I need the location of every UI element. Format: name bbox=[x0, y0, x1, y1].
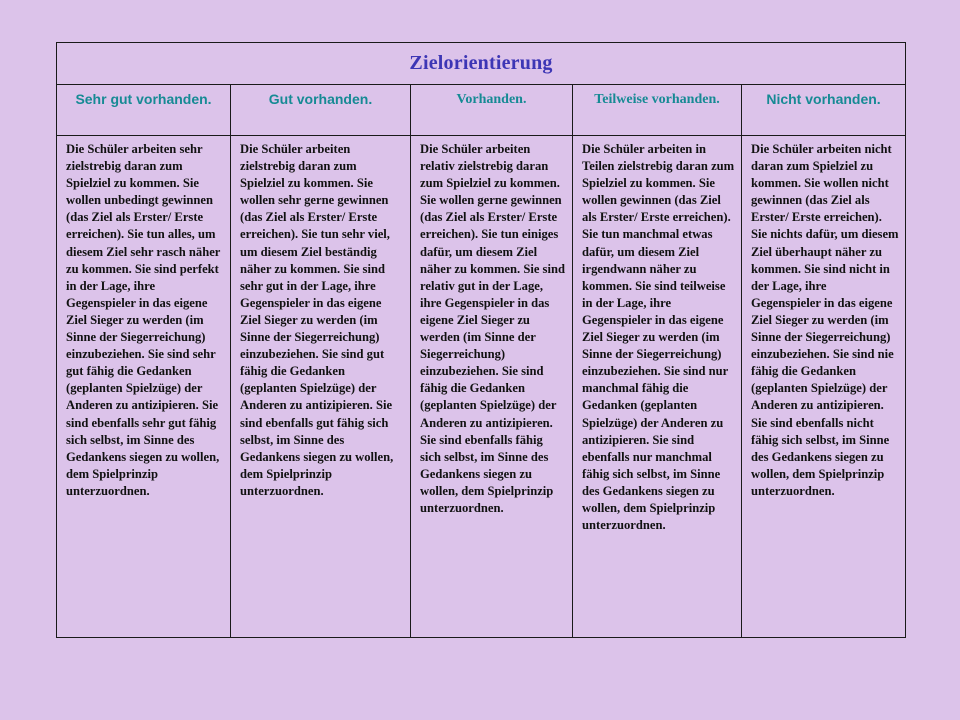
header-row bbox=[57, 85, 906, 136]
title-row bbox=[57, 43, 906, 85]
description-cell-teilweise bbox=[573, 136, 742, 638]
description-text: Die Schüler arbeiten sehr zielstrebig daran zum Spielziel zu kommen. Sie wollen unbedingt gewinnen (das Ziel als Erster/ Erste erreichen). Sie tun alles, um diesem Ziel sehr rasch näher zu kommen. Sie sind perfekt in der Lage, ihre Gegenspieler in das eigene Ziel Sieger zu werden (im Sinne der Siegerreichung) einzubeziehen. Sie sind sehr gut fähig die Gedanken (geplanten Spielzüge) der Anderen zu antizipieren. Sie sind ebenfalls sehr gut fähig sich selbst, im Sinne des Gedankens siegen zu wollen, dem Spielprinzip unterzuordnen. bbox=[66, 142, 221, 498]
description-row bbox=[57, 136, 906, 638]
column-header-gut: Gut vorhanden. bbox=[231, 85, 411, 136]
description-cell-nicht bbox=[742, 136, 906, 638]
description-text: Die Schüler arbeiten in Teilen zielstrebig daran zum Spielziel zu kommen. Sie wollen gewinnen (das Ziel als Erster/ Erste erreichen). Sie tun manchmal etwas dafür, um diesem Ziel irgendwann näher zu kommen. Sie sind teilweise in der Lage, ihre Gegenspieler in das eigene Ziel Sieger zu werden (im Sinne der Siegerreichung) einzubeziehen. Sie sind nur manchmal fähig die Gedanken (geplanten Spielzüge) der Anderen zu antizipieren. Sie sind ebenfalls nur manchmal fähig sich selbst, im Sinne des Gedankens siegen zu wollen, dem Spielprinzip unterzuordnen. bbox=[582, 142, 735, 533]
column-header-sehr-gut: Sehr gut vorhanden. bbox=[57, 85, 231, 136]
description-text: Die Schüler arbeiten relativ zielstrebig daran zum Spielziel zu kommen. Sie wollen gerne gewinnen (das Ziel als Erster/ Erste erreichen). Sie tun einiges dafür, um diesem Ziel näher zu kommen. Sie sind relativ gut in der Lage, ihre Gegenspieler in das eigene Ziel Sieger zu werden (im Sinne der Siegerreichung) einzubeziehen. Sie sind fähig die Gedanken (geplanten Spielzüge) der Anderen zu antizipieren. Sie sind ebenfalls fähig sich selbst, im Sinne des Gedankens siegen zu wollen, dem Spielprinzip unterzuordnen. bbox=[420, 142, 565, 515]
table-title: Zielorientierung bbox=[57, 43, 906, 85]
description-cell-vorhanden bbox=[411, 136, 573, 638]
description-cell-gut bbox=[231, 136, 411, 638]
description-text: Die Schüler arbeiten nicht daran zum Spielziel zu kommen. Sie wollen nicht gewinnen (das Ziel als Erster/ Erste erreichen). Sie nichts dafür, um diesem Ziel überhaupt näher zu kommen. Sie sind nicht in der Lage, ihre Gegenspieler in das eigene Ziel Sieger zu werden (im Sinne der Siegerreichung) einzubeziehen. Sie sind nie fähig die Gedanken (geplanten Spielzüge) der Anderen zu antizipieren. Sie sind ebenfalls nicht fähig sich selbst, im Sinne des Gedankens siegen zu wollen, dem Spielprinzip unterzuordnen. bbox=[751, 142, 899, 498]
column-header-teilweise: Teilweise vorhanden. bbox=[573, 85, 742, 136]
column-header-vorhanden: Vorhanden. bbox=[411, 85, 573, 136]
rubric-table bbox=[56, 42, 906, 638]
description-text: Die Schüler arbeiten zielstrebig daran zum Spielziel zu kommen. Sie wollen sehr gerne gewinnen (das Ziel als Erster/ Erste erreichen). Sie tun sehr viel, um diesem Ziel beständig näher zu kommen. Sie sind sehr gut in der Lage, ihre Gegenspieler in das eigene Ziel Sieger zu werden (im Sinne der Siegerreichung) einzubeziehen. Sie sind gut fähig die Gedanken (geplanten Spielzüge) der Anderen zu antizipieren. Sie sind ebenfalls gut fähig sich selbst, im Sinne des Gedankens siegen zu wollen, dem Spielprinzip unterzuordnen. bbox=[240, 142, 394, 498]
column-header-nicht: Nicht vorhanden. bbox=[742, 85, 906, 136]
description-cell-sehr-gut bbox=[57, 136, 231, 638]
